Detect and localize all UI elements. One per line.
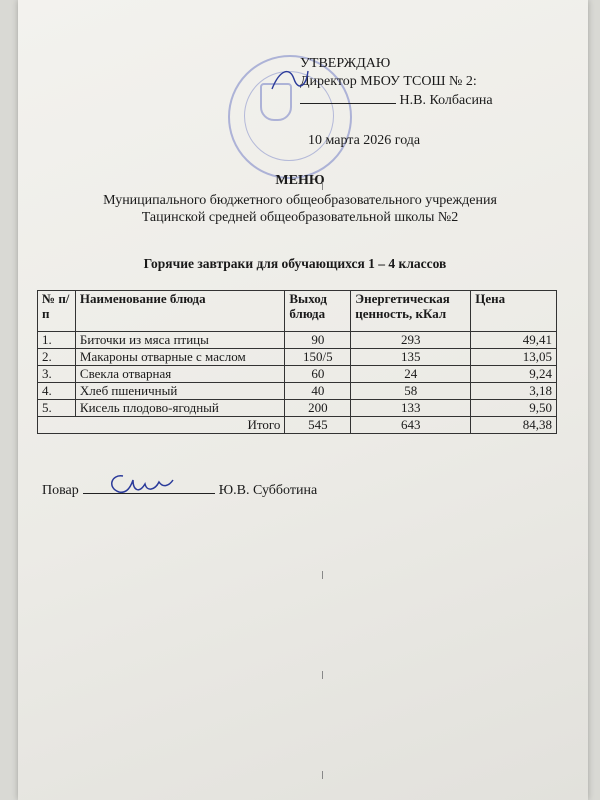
approval-block (300, 55, 493, 110)
cook-signature (105, 466, 175, 506)
table-row: 5. Кисель плодово-ягодный 200 133 9,50 (38, 400, 557, 417)
total-price: 84,38 (471, 417, 557, 434)
approval-title: УТВЕРЖДАЮ (300, 56, 391, 71)
menu-table (37, 290, 557, 434)
table-total-row (38, 417, 557, 434)
header-yield: Выход блюда (285, 291, 351, 332)
cook-name: Ю.В. Субботина (218, 483, 318, 498)
total-label: Итого (38, 417, 285, 434)
header-price: Цена (471, 291, 557, 332)
table-header-row (38, 291, 557, 332)
cook-signature-block (42, 481, 317, 499)
header-number: № п/п (38, 291, 76, 332)
header-dish: Наименование блюда (75, 291, 284, 332)
paper-mark (322, 571, 329, 579)
signature-line (300, 91, 396, 104)
table-row: 3. Свекла отварная 60 24 9,24 (38, 366, 557, 383)
approval-date: 10 марта 2026 года (308, 133, 421, 148)
organization-name: Муниципального бюджетного общеобразовательного учреждения Тацинской средней общеобразовательной школы №2 (103, 193, 497, 225)
table-row: 2. Макароны отварные с маслом 150/5 135 13,05 (38, 349, 557, 366)
director-signature (270, 65, 310, 95)
table-row: 4. Хлеб пшеничный 40 58 3,18 (38, 383, 557, 400)
total-yield: 545 (285, 417, 351, 434)
menu-subtitle: Горячие завтраки для обучающихся 1 – 4 классов (143, 256, 447, 271)
director-name: Н.В. Колбасина (399, 93, 493, 108)
paper-mark (322, 671, 329, 679)
paper-mark (322, 771, 329, 779)
approval-position: Директор МБОУ ТСОШ № 2: (300, 74, 477, 89)
table-row: 1. Биточки из мяса птицы 90 293 49,41 (38, 332, 557, 349)
menu-title: МЕНЮ (275, 173, 325, 188)
paper-mark (322, 182, 329, 190)
total-kcal: 643 (351, 417, 471, 434)
header-energy: Энергетическая ценность, кКал (351, 291, 471, 332)
cook-label: Повар (42, 483, 79, 498)
